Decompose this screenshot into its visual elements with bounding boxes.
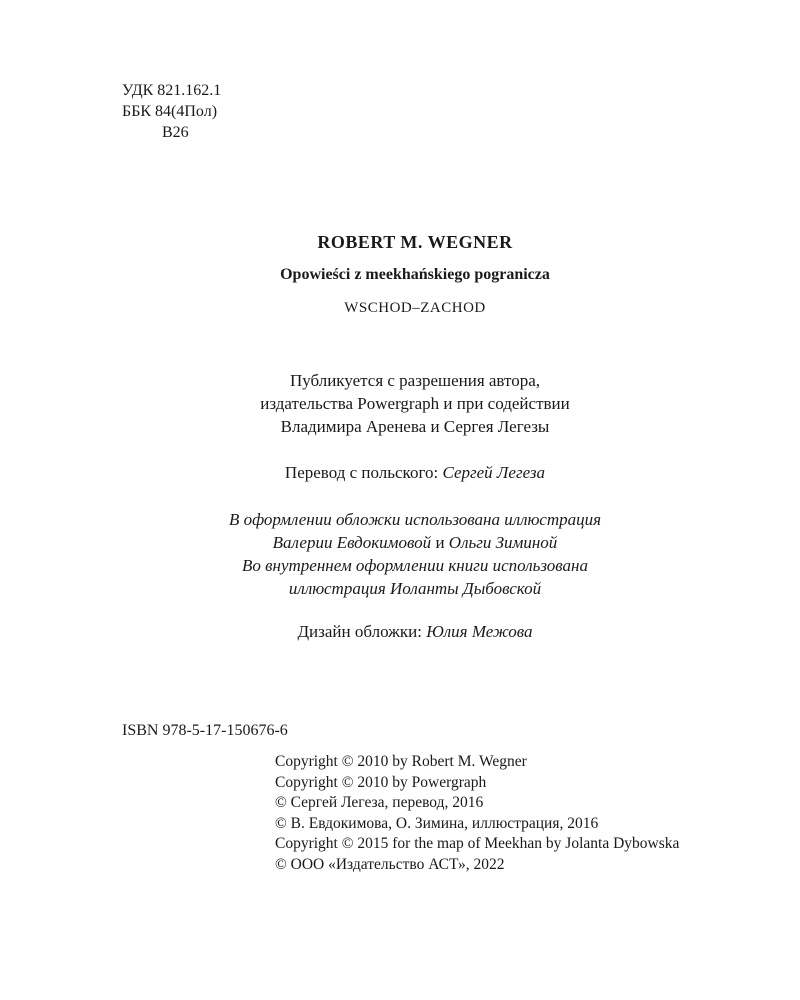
illustrator-name: Валерии Евдокимовой [272,533,432,552]
cover-credit-line [0,531,800,554]
designer-name: Юлия Межова [426,622,533,641]
copyright-line: © Сергей Легеза, перевод, 2016 [275,794,484,811]
permission-line: издательства Powergraph и при содействии [260,394,570,413]
translator-name: Сергей Легеза [442,463,546,482]
cover-design-credit [0,620,800,643]
permission-line: Публикуется с разрешения автора, [289,371,541,390]
conjunction: и [431,533,449,552]
copyright-line: Copyright © 2010 by Robert M. Wegner [275,753,527,770]
copyright-line: © В. Евдокимова, О. Зимина, иллюстрация, 2016 [275,814,599,832]
translation-label: Перевод с польского: [284,463,443,482]
copyright-line: © ООО «Издательство АСТ», 2022 [275,855,505,873]
original-title: Opowieści z meekhańskiego pogranicza [280,266,550,283]
author-mark: В26 [162,124,189,141]
copyright-list [275,752,725,875]
permission-note [0,369,800,438]
cover-credit-line: иллюстрация Иоланты Дыбовской [288,579,542,598]
illustrator-name: Ольги Зиминой [448,533,558,552]
permission-line: Владимира Аренева и Сергея Легезы [280,417,550,436]
cover-credit-line: Во внутреннем оформлении книги использована [242,556,588,575]
cover-credit-line: В оформлении обложки использована иллюстрация [228,510,602,529]
udk-code: УДК 821.162.1 [122,82,222,99]
original-series: WSCHOD–ZACHOD [344,300,486,316]
classification-codes [122,80,221,143]
translation-credit [0,461,800,484]
copyright-line: Copyright © 2010 by Powergraph [275,773,487,791]
isbn: ISBN 978-5-17-150676-6 [122,722,288,739]
bbk-code: ББК 84(4Пол) [122,103,218,120]
design-label: Дизайн обложки: [297,622,427,641]
copyright-line: Copyright © 2015 for the map of Meekhan by Jolanta Dybowska [275,835,680,852]
author-name: ROBERT M. WEGNER [317,232,513,252]
cover-illustration-credits [0,508,800,600]
